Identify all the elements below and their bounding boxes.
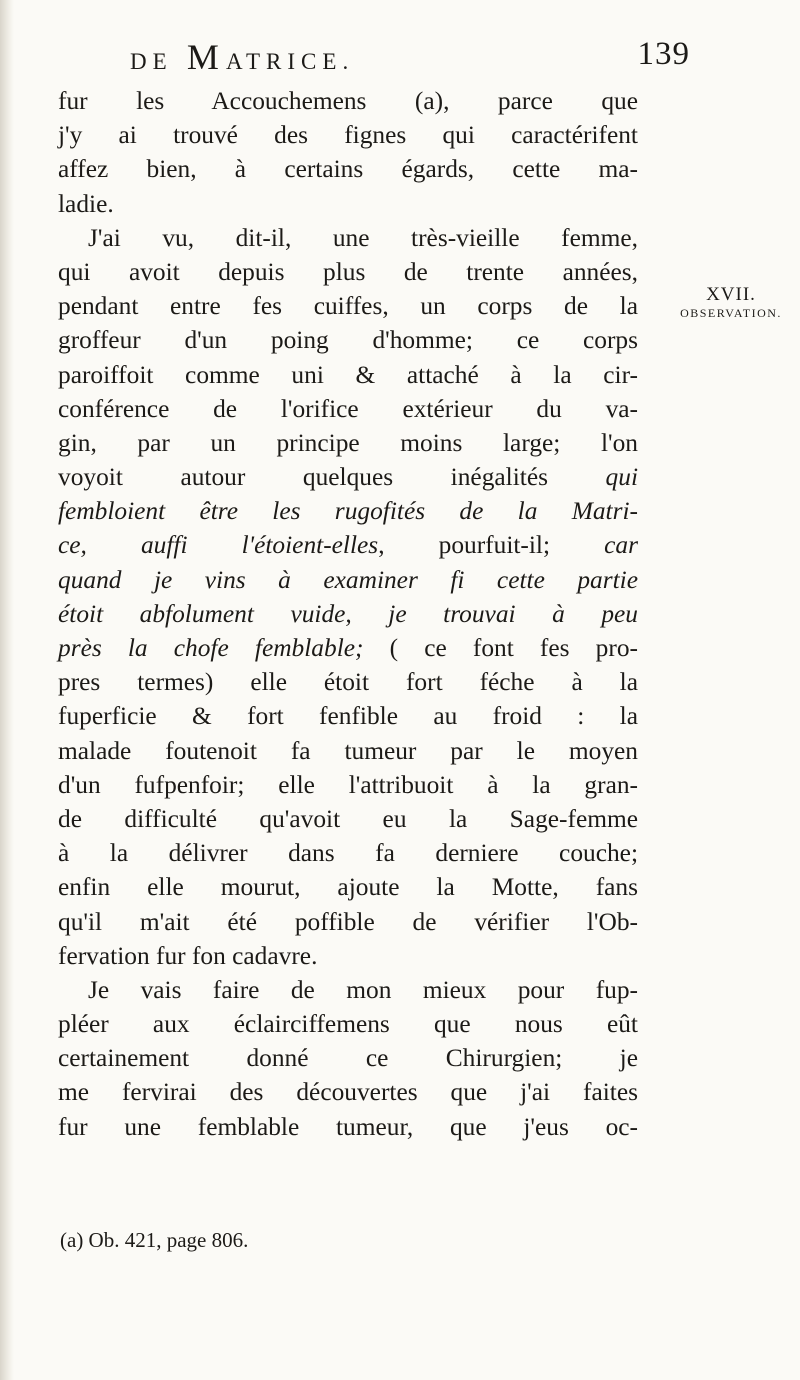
text-segment: groffeur d'un poing d'homme; ce corps (58, 326, 638, 355)
text-segment: fuperficie & fort fenfible au froid : la (58, 702, 638, 731)
text-line (58, 84, 638, 118)
italic-text: qui (605, 463, 638, 492)
text-segment: , pourfuit-il; (378, 531, 605, 560)
text-segment: qu'il m'ait été poffible de vérifier l'Ob- (58, 907, 638, 936)
text-line (58, 631, 638, 665)
header-title-initial: M (186, 37, 226, 77)
text-segment: pléer aux éclairciffemens que nous eût (58, 1010, 638, 1039)
page-number: 139 (637, 36, 690, 72)
italic-text: car (604, 531, 638, 560)
text-line (58, 836, 638, 870)
text-line (58, 665, 638, 699)
text-segment: malade foutenoit fa tumeur par le moyen (58, 736, 638, 765)
text-line (58, 699, 638, 733)
text-segment: affez bien, à certains égards, cette ma- (58, 155, 638, 184)
text-line (58, 597, 638, 631)
text-line (58, 563, 638, 597)
text-segment: fur les Accouchemens (a), parce que (58, 87, 638, 115)
text-line (58, 870, 638, 904)
text-segment: Je vais faire de mon mieux pour fup- (88, 975, 638, 1004)
text-segment: paroiffoit comme uni & attaché à la cir- (58, 360, 638, 389)
text-line (58, 1075, 638, 1109)
text-line (58, 1110, 638, 1144)
text-segment: fur une femblable tumeur, que j'eus oc- (58, 1112, 638, 1141)
text-segment: certainement donné ce Chirurgien; je (58, 1044, 638, 1073)
text-line (58, 973, 638, 1007)
text-segment: pres termes) elle étoit fort féche à la (58, 668, 638, 697)
text-line (58, 426, 638, 460)
italic-text: fembloient être les rugofités de la Matri- (58, 497, 638, 526)
body-text (58, 84, 638, 1144)
text-line (58, 494, 638, 528)
text-segment: me fervirai des découvertes que j'ai faites (58, 1078, 638, 1107)
italic-text: étoit abfolument vuide, je trouvai à peu (58, 599, 638, 628)
text-line (58, 734, 638, 768)
text-line (58, 802, 638, 836)
text-line (58, 118, 638, 152)
observation-number: XVII. (706, 284, 756, 305)
footnote: (a) Ob. 421, page 806. (60, 1228, 249, 1252)
text-segment: enfin elle mourut, ajoute la Motte, fans (58, 873, 638, 902)
text-segment: d'un fufpenfoir; elle l'attribuoit à la gran- (58, 770, 638, 799)
text-segment: qui avoit depuis plus de trente années, (58, 257, 638, 286)
header-prefix: DE (130, 49, 173, 74)
text-line (58, 392, 638, 426)
text-line (58, 939, 638, 973)
text-line (58, 768, 638, 802)
text-segment: à la délivrer dans fa derniere couche; (58, 839, 638, 868)
header-title-rest: ATRICE. (225, 49, 355, 74)
italic-text: près la chofe femblable; (58, 634, 364, 662)
text-segment: ( ce font fes pro- (363, 634, 638, 662)
text-segment: voyoit autour quelques inégalités (58, 463, 606, 492)
text-line (58, 187, 638, 221)
text-line (58, 1007, 638, 1041)
text-line (58, 460, 638, 494)
text-line (58, 221, 638, 255)
page-binding-edge (0, 0, 14, 1380)
margin-note (662, 286, 800, 322)
text-segment: gin, par un principe moins large; l'on (58, 428, 638, 457)
observation-label: OBSERVATION. (680, 306, 782, 320)
text-segment: j'y ai trouvé des fignes qui caractérifent (58, 121, 638, 150)
italic-text: ce, auffi l'étoient-elles (58, 531, 379, 560)
text-segment: fervation fur fon cadavre. (58, 941, 318, 970)
text-segment: pendant entre fes cuiffes, un corps de la (58, 292, 638, 321)
italic-text: quand je vins à examiner fi cette partie (58, 565, 638, 594)
text-segment: conférence de l'orifice extérieur du va- (58, 394, 638, 423)
text-line (58, 289, 638, 323)
running-header (130, 36, 690, 80)
text-line (58, 323, 638, 357)
text-segment: J'ai vu, dit-il, une très-vieille femme, (88, 223, 638, 252)
text-line (58, 528, 638, 562)
text-line (58, 255, 638, 289)
text-line (58, 358, 638, 392)
text-line (58, 1041, 638, 1075)
text-segment: de difficulté qu'avoit eu la Sage-femme (58, 804, 638, 833)
text-segment: ladie. (58, 189, 114, 218)
text-line (58, 905, 638, 939)
text-line (58, 152, 638, 186)
